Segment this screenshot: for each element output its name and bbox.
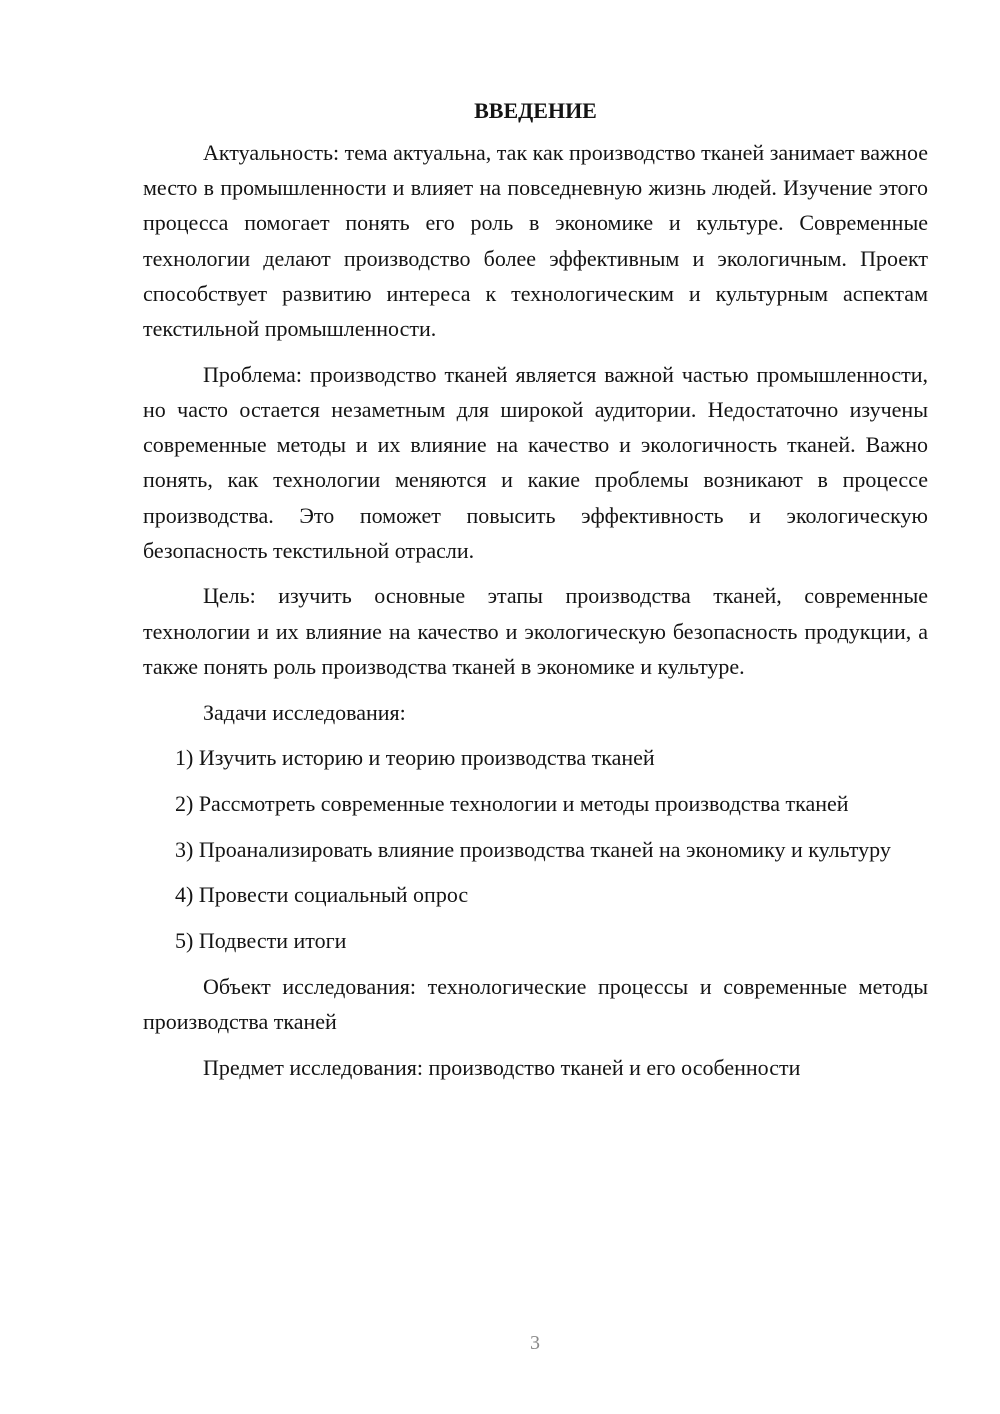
tasks-heading: Задачи исследования: — [203, 699, 406, 725]
object-paragraph: Объект исследования: технологические процессы и современные методы производства тканей — [143, 973, 928, 1034]
section-heading: ВВЕДЕНИЕ — [474, 98, 597, 123]
task-item: 4) Провести социальный опрос — [175, 882, 469, 908]
subject-paragraph: Предмет исследования: производство тканей и его особенности — [203, 1054, 801, 1080]
relevance-paragraph: Актуальность: тема актуальна, так как производство тканей занимает важное место в промышленности и влияет на повседневную жизнь людей. Изучение этого процесса помогает понять его роль в экономике и культуре. Современные технологии делают производство более эффективным и экологичным. Проект способствует развитию интереса к технологическим и культурным аспектам текстильной промышленности. — [143, 140, 928, 342]
task-item: 2) Рассмотреть современные технологии и методы производства тканей — [175, 790, 849, 816]
task-item: 1) Изучить историю и теорию производства тканей — [175, 745, 655, 771]
problem-paragraph: Проблема: производство тканей является важной частью промышленности, но часто остается незаметным для широкой аудитории. Недостаточно изучены современные методы и их влияние на качество и экологичность тканей. Важно понять, как технологии меняются и какие проблемы возникают в процессе производства. Это поможет повысить эффективность и экологическую безопасность текстильной отрасли. — [143, 361, 928, 563]
task-item: 5) Подвести итоги — [175, 928, 347, 954]
task-item: 3) Проанализировать влияние производства тканей на экономику и культуру — [175, 836, 891, 862]
goal-paragraph: Цель: изучить основные этапы производства тканей, современные технологии и их влияние на качество и экологическую безопасность продукции, а также понять роль производства тканей в экономике и культуре. — [143, 583, 928, 679]
page-number: 3 — [530, 1332, 540, 1354]
page-content — [143, 95, 928, 1095]
